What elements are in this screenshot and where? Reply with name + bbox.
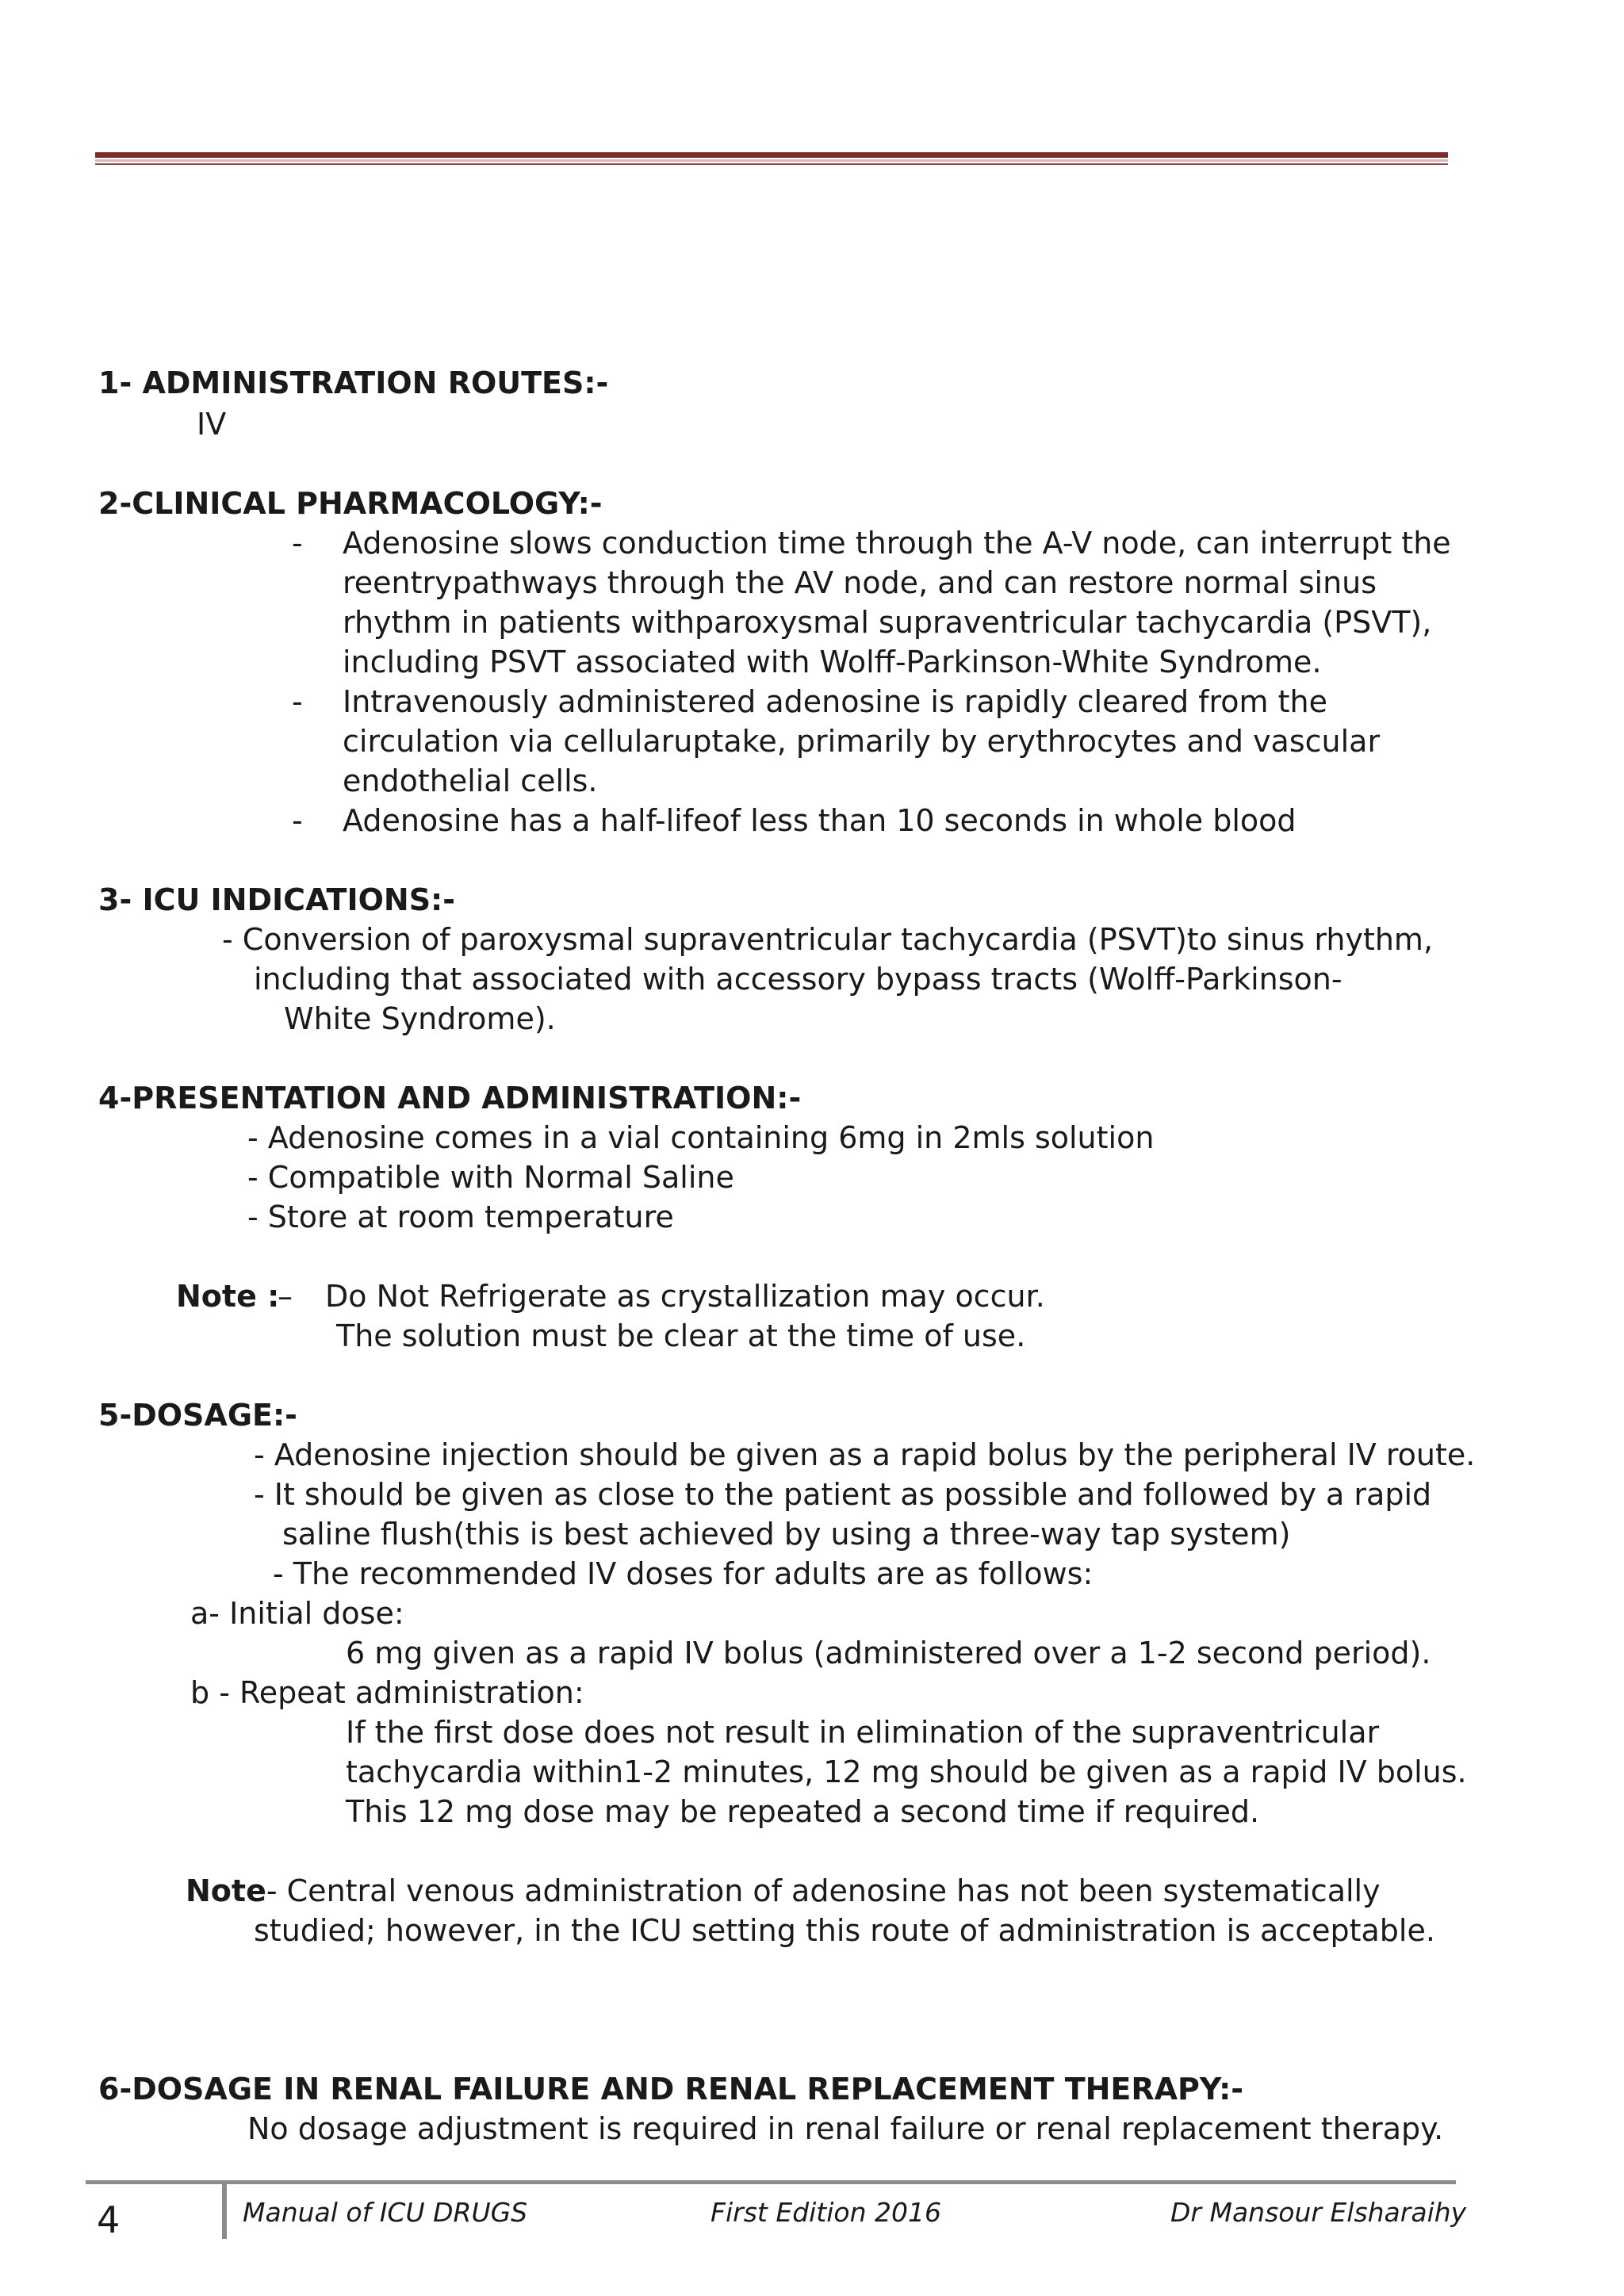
section-3-line: including that associated with accessory bypass tracts (Wolff-Parkinson- xyxy=(254,962,1342,997)
bullet-dash: - xyxy=(292,803,303,838)
section-5-line: tachycardia within1-2 minutes, 12 mg should be given as a rapid IV bolus. xyxy=(346,1755,1467,1789)
section-2-line: circulation via cellularuptake, primarily by erythrocytes and vascular xyxy=(343,724,1381,759)
note-dash: – xyxy=(278,1279,293,1314)
section-3-heading: 3- ICU INDICATIONS:- xyxy=(98,882,456,917)
section-3-line: White Syndrome). xyxy=(284,1001,556,1036)
section-2-line: endothelial cells. xyxy=(343,763,598,798)
section-5-line: - The recommended IV doses for adults are as follows: xyxy=(273,1556,1094,1591)
section-3-line: - Conversion of paroxysmal supraventricular tachycardia (PSVT)to sinus rhythm, xyxy=(222,922,1434,957)
note-line: - Central venous administration of adenosine has not been systematically xyxy=(266,1873,1381,1908)
note-label: Note xyxy=(186,1873,266,1908)
section-1-heading: 1- ADMINISTRATION ROUTES:- xyxy=(98,365,609,400)
section-6-body: No dosage adjustment is required in renal failure or renal replacement therapy. xyxy=(247,2111,1444,2146)
footer-author: Dr Mansour Elsharaihy xyxy=(1170,2197,1467,2228)
section-5-heading: 5-DOSAGE:- xyxy=(98,1398,297,1433)
bullet-dash: - xyxy=(292,684,303,719)
section-2-heading: 2-CLINICAL PHARMACOLOGY:- xyxy=(98,486,603,521)
note-line: The solution must be clear at the time of use. xyxy=(336,1318,1026,1353)
section-4-heading: 4-PRESENTATION AND ADMINISTRATION:- xyxy=(98,1081,802,1115)
section-5-note xyxy=(186,1871,1381,1911)
footer-edition: First Edition 2016 xyxy=(710,2197,941,2228)
section-5-line: If the first dose does not result in elimination of the supraventricular xyxy=(346,1715,1380,1750)
section-5-line: - Adenosine injection should be given as a rapid bolus by the peripheral IV route. xyxy=(254,1437,1476,1472)
footer-divider xyxy=(222,2182,227,2239)
note-line: Do Not Refrigerate as crystallization may occur. xyxy=(325,1279,1045,1314)
section-5-line: saline flush(this is best achieved by using a three-way tap system) xyxy=(282,1517,1291,1552)
bullet-dash: - xyxy=(292,526,303,561)
section-2-line: reentrypathways through the AV node, and can restore normal sinus xyxy=(343,565,1377,600)
section-5-subheading: a- Initial dose: xyxy=(190,1596,404,1631)
section-2-line: Intravenously administered adenosine is rapidly cleared from the xyxy=(343,684,1328,719)
note-line: studied; however, in the ICU setting this route of administration is acceptable. xyxy=(254,1913,1435,1948)
section-5-subheading: b - Repeat administration: xyxy=(190,1675,584,1710)
section-5-line: - It should be given as close to the patient as possible and followed by a rapid xyxy=(254,1477,1432,1512)
section-2-line: including PSVT associated with Wolff-Parkinson-White Syndrome. xyxy=(343,645,1322,679)
page-number: 4 xyxy=(97,2198,121,2241)
section-6-heading: 6-DOSAGE IN RENAL FAILURE AND RENAL REPLACEMENT THERAPY:- xyxy=(98,2072,1244,2107)
section-2-line: Adenosine has a half-lifeof less than 10 seconds in whole blood xyxy=(343,803,1297,838)
footer-title: Manual of ICU DRUGS xyxy=(243,2197,528,2228)
note-label: Note : xyxy=(176,1279,280,1314)
footer-rule xyxy=(86,2180,1456,2184)
section-4-line: - Store at room temperature xyxy=(247,1200,674,1234)
section-4-line: - Adenosine comes in a vial containing 6mg in 2mls solution xyxy=(247,1120,1155,1155)
header-rule xyxy=(95,152,1448,165)
section-5-line: This 12 mg dose may be repeated a second time if required. xyxy=(346,1794,1260,1829)
section-1-body: IV xyxy=(197,407,227,442)
section-4-line: - Compatible with Normal Saline xyxy=(247,1160,734,1195)
section-5-line: 6 mg given as a rapid IV bolus (administered over a 1-2 second period). xyxy=(346,1636,1431,1670)
section-2-line: Adenosine slows conduction time through the A-V node, can interrupt the xyxy=(343,526,1451,561)
section-2-line: rhythm in patients withparoxysmal supraventricular tachycardia (PSVT), xyxy=(343,605,1432,640)
